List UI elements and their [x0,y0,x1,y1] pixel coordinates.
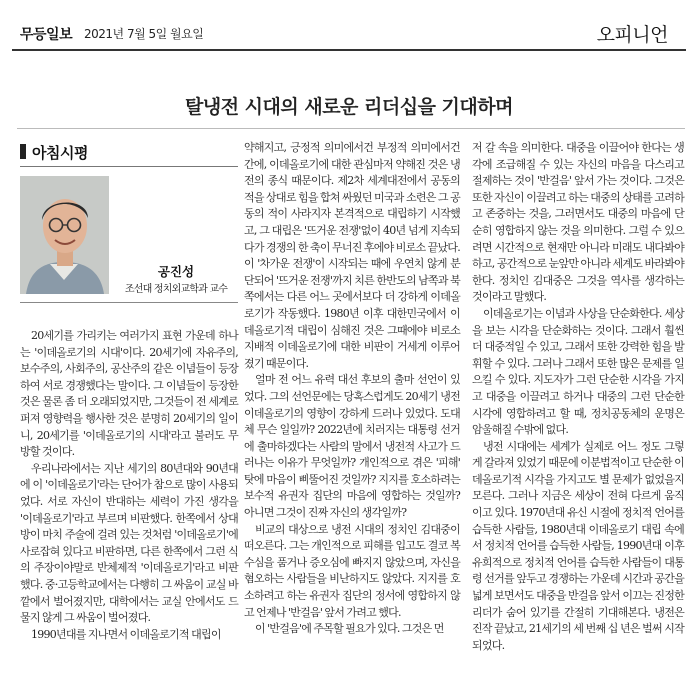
paragraph: 비교의 대상으로 냉전 시대의 정치인 김대중이 떠오른다. 그는 개인적으로 피해를 입고도 결코 복수심을 품거나 증오심에 빠지지 않았으며, 자신을 혐오하는 사람들을 비난하지도 않았다. 지지를 호소하려고 하는 유권자 집단의 정서에 영합하지 않고 언제나 '반걸음' 앞서 가려고 했다. [244,522,460,619]
author-photo [20,176,109,294]
paragraph: 약해지고, 긍정적 의미에서건 부정적 의미에서건 간에, 이데올로기에 대한 관심마저 약해진 것은 냉전의 종식 때문이다. 제2차 세계대전에서 공동의 적을 상대로 힘을 합쳐 싸웠던 미국과 소련은 그 공동의 적이 사라지자 본격적으로 대립하기 시작했고, 그 대립은 '뜨거운 전쟁'없이 40년 넘게 지속되다가 경쟁의 한 축이 무너진 후에야 비로소 끝났다. 이 '차가운 전쟁'이 시작되는 때에 우연치 않게 분단되어 '뜨거운 전쟁'까지 치른 한반도의 남쪽과 북쪽에서는 다른 어느 곳에서보다 더 강하게 이데올로기가 작동했다. 1980년 이후 대한민국에서 이데올로기적 대립이 심해진 것은 그때에야 비로소 지배적 이데올로기에 대한 비판이 거세게 이루어졌기 때문이다. [244,141,460,370]
masthead [12,18,686,50]
paragraph: 이 '반걸음'에 주목할 필요가 있다. 그것은 먼 [255,622,444,636]
newspaper-logo: 무등일보 [20,27,73,43]
paragraph: 이데올로기는 이념과 사상을 단순화한다. 세상을 보는 시각을 단순화하는 것이다. 그래서 훨씬 더 대중적일 수 있고, 그래서 또한 강력한 힘을 발휘할 수 있다. 그러나 그래서 또한 많은 문제를 일으킬 수 있다. 지도자가 그런 단순한 시각을 가지고 대중을 이끌려고 하거나 대중의 그런 단순한 시각에 영합하려고 할 때, 정치공동체의 운명은 암울해질 수밖에 없다. [472,306,684,437]
article-column-3 [472,140,684,654]
section-name: 오피니언 [596,24,668,46]
article-headline: 탈냉전 시대의 새로운 리더십을 기대하며 [185,96,513,118]
article-column-2 [244,140,460,638]
column-name [20,142,88,163]
column-tag-bar-icon [20,144,26,159]
paragraph: 우리나라에서는 지난 세기의 80년대와 90년대에 이 '이데올로기'라는 단어가 참으로 많이 사용되었다. 서로 자신이 반대하는 세력이 가진 생각을 '이데올로기'라고 부르며 비판했다. 한쪽에서 상대방이 마치 주술에 걸려 있는 것처럼 '이데올로기'에 사로잡혀 있다고 비판하면, 다른 한쪽에서 그런 식의 주장이야말로 반체제적 '이데올로기'라고 비판했다. 중·고등학교에서는 다행히 그 싸움이 교실 바깥에서 벌어졌지만, 대학에서는 교실 안에서도 드물지 않게 그 싸움이 벌어졌다. [20,461,238,625]
headline-divider [17,128,685,129]
issue-date: 2021년 7월 5일 월요일 [84,27,204,41]
paragraph: 저 갈 속을 의미한다. 대중을 이끌어야 한다는 생각에 조급해질 수 있는 자신의 마음을 다스리고 절제하는 것이 '반걸음' 앞서 가는 것이다. 그것은 또한 자신이 이끌려고 하는 대중의 상태를 고려하고 존중하는 것을, 그러면서도 대중의 마음에 단순히 영합하지 않는 것을 의미한다. 그럴 수 있으려면 시간적으로 현재만 아니라 미래도 내다봐야 하고, 공간적으로 눈앞만 아니라 세계도 바라봐야 한다. 정치인 김대중은 그것을 역사를 생각하는 것이라고 말했다. [472,141,684,304]
column-tag-divider [20,166,238,167]
author-divider [20,302,238,303]
article-column-1 [20,328,238,643]
author-portrait-icon [20,176,109,294]
author-name: 공진성 [157,264,195,279]
author-title: 조선대 정치외교학과 교수 [124,284,228,295]
paragraph: 20세기를 가리키는 여러가지 표현 가운데 하나는 '이데올로기의 시대'이다. 20세기에 자유주의, 보수주의, 사회주의, 공산주의 같은 이념들이 등장하여 서로 경쟁했다는 말이다. 그 이념들이 등장한 것은 물론 좀 더 오래되었지만, 그것들이 전 세계로 퍼져 영향력을 행사한 것은 분명히 20세기의 일이니, 20세기를 '이데올로기의 시대'라고 불러도 무방할 것이다. [20,329,238,459]
paragraph: 1990년대를 지나면서 이데올로기적 대립이 [31,627,221,641]
masthead-rule [12,49,686,51]
paragraph: 얼마 전 어느 유력 대선 후보의 출마 선언이 있었다. 그의 선언문에는 당혹스럽게도 20세기 냉전 이데올로기의 영향이 강하게 드러나 있었다. 도대체 무슨 일일까? 2022년에 치러지는 대통령 선거에 출마하겠다는 사람의 말에서 냉전적 사고가 드러나는 이유가 무엇일까? 개인적으로 겪은 '피해' 탓에 마음이 삐뚤어진 것일까? 지지를 호소하려는 보수적 유권자 집단의 마음에 영합하는 것일까? 아니면 그것이 진짜 자신의 생각일까? [244,373,460,520]
column-name-label: 아침시평 [32,144,88,162]
paragraph: 냉전 시대에는 세계가 실제로 어느 정도 그렇게 갈라져 있었기 때문에 이분법적이고 단순한 이데올로기적 시각을 가지고도 별 문제가 없었을지 모른다. 그러나 지금은 세상이 전혀 다르게 움직이고 있다. 1970년대 유신 시절에 정치적 언어를 습득한 사람들, 1980년대 이데올로기 대립 속에서 정치적 언어를 습득한 사람들, 1990년대 이후 유희적으로 정치적 언어를 습득한 사람들이 대통령 선거를 앞두고 경쟁하는 가운데 시간과 공간을 넓게 보면서도 대중을 반걸음 앞서 이끄는 진정한 리더가 숨어 있기를 간절히 기대해본다. 냉전은 진작 끝났고, 21세기의 세 번째 십 년은 벌써 시작되었다. [472,439,684,652]
